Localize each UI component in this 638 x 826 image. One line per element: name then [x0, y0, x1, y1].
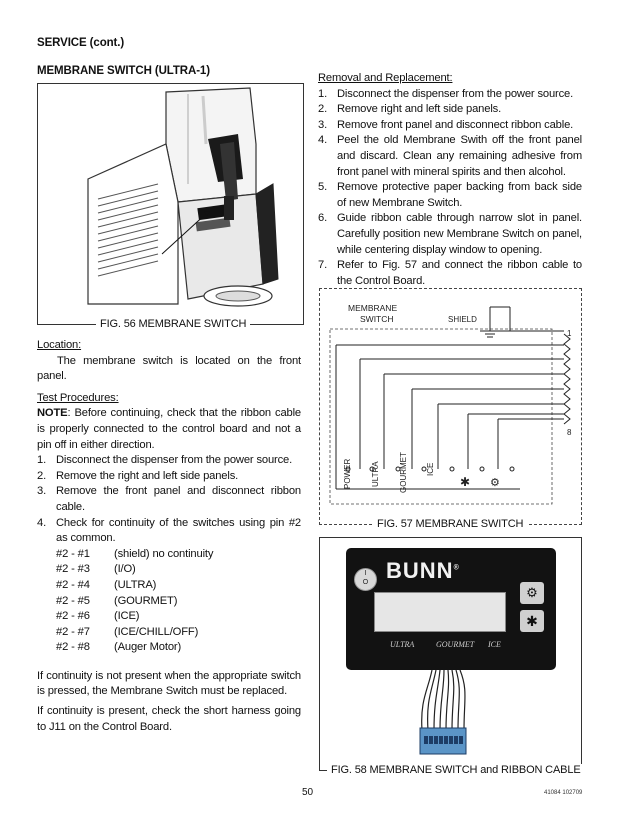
switch-label-power: POWER — [343, 458, 352, 489]
auger-icon: ⚙ — [490, 477, 500, 489]
brand-logo — [386, 558, 460, 584]
step-number: 3. — [318, 118, 328, 131]
removal-heading: Removal and Replacement: — [318, 72, 453, 84]
pin-pair: #2 - #5 — [56, 594, 90, 607]
power-button[interactable] — [354, 568, 377, 591]
step-number: 4. — [37, 516, 47, 529]
pin-pair: #2 - #6 — [56, 610, 90, 623]
power-o-label: O — [362, 579, 369, 586]
shield-ground-icon — [480, 307, 564, 337]
pin-desc: (GOURMET) — [114, 594, 178, 607]
label-shield: SHIELD — [448, 315, 477, 324]
ultra-button[interactable]: ULTRA — [390, 640, 415, 649]
removal-step — [318, 211, 582, 258]
pin-1-label: 1 — [567, 329, 572, 338]
page-number: 50 — [302, 787, 314, 798]
ribbon-cable — [410, 670, 480, 764]
gourmet-button[interactable]: GOURMET — [436, 640, 475, 649]
result-text-1: If continuity is not present when the appropriate switch is pressed, the Membrane Switch must be replaced. — [37, 669, 301, 698]
step-text: Disconnect the dispenser from the power source. — [337, 87, 574, 100]
power-i-label: I — [364, 570, 367, 577]
registered-mark: ® — [453, 564, 460, 572]
step-number: 3. — [37, 485, 47, 498]
auger-button[interactable]: ⚙ — [520, 582, 544, 604]
test-step — [37, 484, 301, 515]
pin-desc: (I/O) — [114, 563, 136, 576]
continuity-row — [56, 594, 301, 610]
switch-label-gourmet: GOURMET — [399, 452, 408, 493]
step-number: 7. — [318, 259, 328, 272]
continuity-row — [56, 640, 301, 656]
pin-desc: (Auger Motor) — [114, 641, 182, 654]
removal-step — [318, 180, 582, 211]
continuity-row — [56, 547, 301, 563]
removal-step — [318, 118, 582, 134]
subsection-title: MEMBRANE SWITCH (ULTRA-1) — [37, 65, 210, 77]
continuity-list — [37, 547, 301, 656]
section-title: SERVICE (cont.) — [37, 37, 125, 49]
snowflake-icon: ✱ — [460, 475, 471, 489]
test-step — [37, 516, 301, 547]
pin-desc: (shield) no continuity — [114, 547, 214, 560]
switch-label-ice: ICE — [426, 462, 435, 476]
pin-8-label: 8 — [567, 428, 572, 437]
pin-pair: #2 - #1 — [56, 547, 90, 560]
fig58-caption: FIG. 58 MEMBRANE SWITCH and RIBBON CABLE — [327, 764, 585, 776]
step-text: Remove protective paper backing from back side of new Membrane Switch. — [337, 181, 582, 209]
label-switch: SWITCH — [360, 314, 394, 324]
step-text: Remove front panel and disconnect ribbon cable. — [337, 118, 574, 131]
removal-step — [318, 258, 582, 289]
test-heading: Test Procedures: — [37, 391, 119, 404]
pin-pair: #2 - #8 — [56, 641, 90, 654]
note-body: : Before continuing, check that the ribbon cable is properly connected to the control board and not a pin off in either direction. — [37, 407, 301, 451]
left-column — [37, 338, 301, 735]
step-text: Remove the front panel and disconnect ribbon cable. — [56, 485, 301, 513]
continuity-row — [56, 578, 301, 594]
removal-step — [318, 87, 582, 103]
membrane-boundary — [330, 329, 552, 504]
continuity-row — [56, 625, 301, 641]
step-text: Guide ribbon cable through narrow slot in panel. Carefully position new Membrane Switch on panel, while centering display window to opening. — [337, 212, 582, 256]
location-body: The membrane switch is located on the front panel. — [37, 354, 301, 383]
note-label: NOTE — [37, 407, 68, 420]
location-heading: Location: — [37, 339, 82, 351]
pin-pair: #2 - #4 — [56, 578, 90, 591]
step-number: 2. — [37, 469, 47, 482]
continuity-row — [56, 562, 301, 578]
continuity-row — [56, 609, 301, 625]
result-text-2: If continuity is present, check the short harness going to J11 on the Control Board. — [37, 705, 301, 733]
test-step — [37, 469, 301, 485]
step-number: 4. — [318, 134, 328, 147]
test-step — [37, 453, 301, 469]
brand-name: BUNN — [386, 558, 454, 583]
pin-desc: (ICE) — [114, 610, 140, 623]
dispenser-drawing — [38, 84, 303, 324]
step-number: 6. — [318, 212, 328, 225]
removal-step — [318, 133, 582, 180]
removal-section — [318, 71, 582, 289]
step-number: 1. — [318, 87, 328, 100]
pin-pair: #2 - #7 — [56, 625, 90, 638]
pin-desc: (ICE/CHILL/OFF) — [114, 625, 199, 638]
step-text: Disconnect the dispenser from the power source. — [56, 454, 293, 467]
switch-label-ultra: ULTRA — [371, 461, 380, 487]
fig57-frame — [319, 288, 582, 525]
step-text: Remove the right and left side panels. — [56, 469, 239, 482]
fig56-caption: FIG. 56 MEMBRANE SWITCH — [96, 318, 250, 330]
ice-button[interactable]: ICE — [488, 640, 501, 649]
pin-desc: (ULTRA) — [114, 578, 157, 591]
membrane-panel — [346, 548, 556, 670]
pin-pair: #2 - #3 — [56, 563, 90, 576]
connector-pins — [564, 334, 570, 424]
fig58-frame — [319, 537, 582, 771]
test-note — [37, 406, 301, 453]
step-text: Refer to Fig. 57 and connect the ribbon cable to the Control Board. — [337, 259, 582, 287]
label-membrane: MEMBRANE — [348, 303, 398, 313]
fig56-frame — [37, 83, 304, 325]
doc-number: 41084 102709 — [544, 790, 583, 796]
step-number: 2. — [318, 103, 328, 116]
step-text: Check for continuity of the switches using pin #2 as common. — [56, 516, 301, 545]
step-text: Peel the old Membrane Swith off the front panel and discard. Clean any remaining adhesive from front panel with mineral spirits and then alcohol. — [337, 134, 582, 178]
display-window — [374, 592, 506, 632]
step-number: 1. — [37, 454, 47, 467]
step-number: 5. — [318, 181, 328, 194]
removal-step — [318, 102, 582, 118]
ice-chill-button[interactable]: ✱ — [520, 610, 544, 632]
membrane-schematic — [320, 289, 581, 524]
fig57-caption: FIG. 57 MEMBRANE SWITCH — [373, 518, 527, 530]
step-text: Remove right and left side panels. — [337, 103, 502, 116]
